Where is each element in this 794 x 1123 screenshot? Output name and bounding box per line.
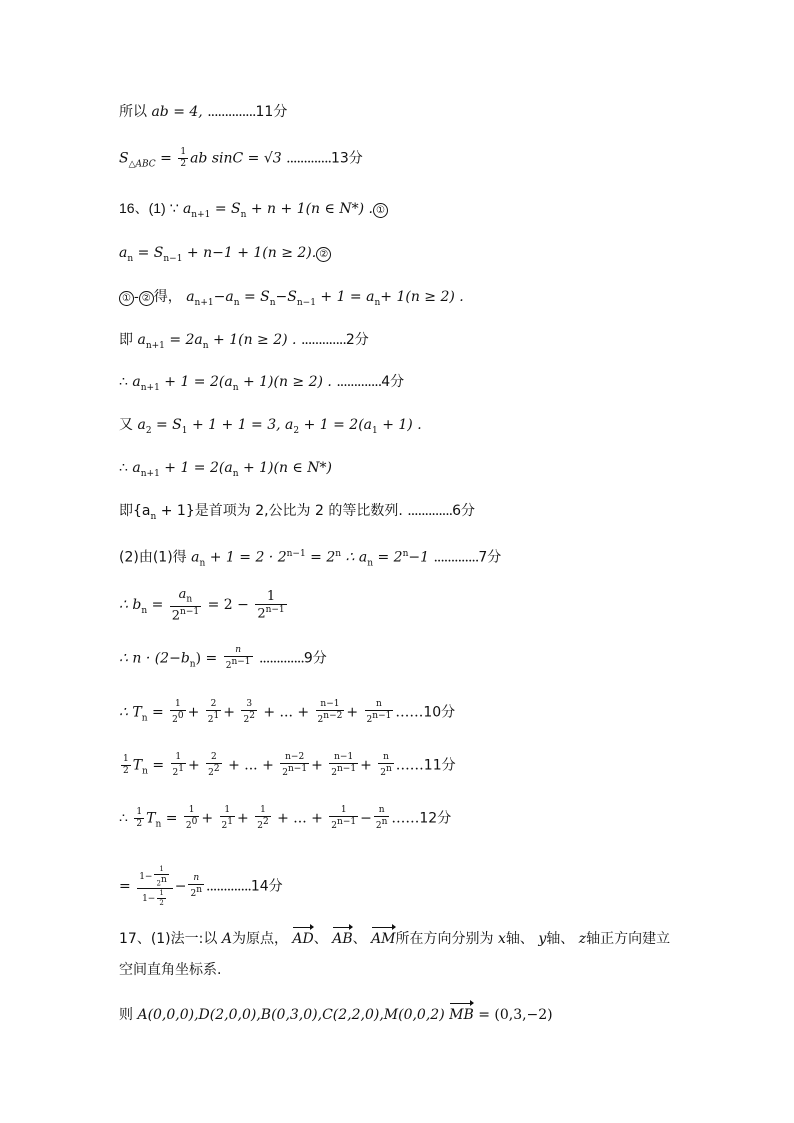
line-points: 则 A(0,0,0),D(2,0,0),B(0,3,0),C(2,2,0),M(0,0,2) MB = (0,3,−2) [119, 1007, 553, 1023]
line-half-Tn: $\frac{1}{2}$ $T_n$ = $\frac{1}{2^1}$ + $\frac{2}{2^2}$ + ... + $\frac{n-2}{2^{n-1}}$ + $\frac{n-1}{2^{n-1}}$ + $\frac{n}{2^n}$ ……11分 [123, 752, 456, 778]
complex-fraction: 1− $\frac{1}{2^n}$ 1− $\frac{1}{2}$ [137, 866, 173, 907]
line-an-recurrence: $a_n = S_{n-1} + n-1 + 1(n \ge 2)$. ② [119, 243, 331, 269]
line-bn: ∴ $b_n$ = $\frac{a_n}{2^{n-1}}$ = 2 − $\frac{1}{2^{n-1}}$ [119, 587, 285, 623]
line-9-points: ∴ $n \cdot (2-b_n)$ = $\frac{n}{2^{n-1}}$ .............9分 [119, 645, 327, 671]
circled-one: ① [373, 203, 388, 218]
vector-MB: MB [449, 1007, 474, 1023]
line-part2-an: (2)由(1)得 $a_n + 1 = 2 \cdot 2^{n-1} = 2^n$ ∴ $a_n = 2^n-1$ .............7分 [119, 549, 502, 569]
line-4-points: ∴ $a_{n+1} + 1 = 2(a_n + 1)(n \ge 2)$ . .............4分 [119, 374, 405, 393]
line-coordinate-system: 空间直角坐标系. [119, 962, 222, 978]
line-ab-equals-4: 所以 ab = 4, ..............11分 [119, 104, 288, 120]
vector-AD: AD [292, 931, 314, 947]
line-all-n: ∴ $a_{n+1} + 1 = 2(a_n + 1)(n$ ∈ N*) [119, 460, 332, 479]
vector-AM: AM [371, 931, 396, 947]
fraction-1-over-2pow: $\frac{1}{2^{n-1}}$ [257, 588, 285, 622]
line-half-Tn-diff: ∴ $\frac{1}{2}$ $T_n$ = $\frac{1}{2^0}$ + $\frac{1}{2^1}$ + $\frac{1}{2^2}$ + ... + $\frac{1}{2^{n-1}}$ − $\frac{n}{2^n}$ ……12分 [119, 805, 452, 831]
fraction-an-over-2pow: $\frac{a_n}{2^{n-1}}$ [171, 587, 200, 623]
line-subtract: ① - ② 得， $a_{n+1}-a_n = S_n-S_{n-1} + 1 = a_n+ 1(n \ge 2)$ . [119, 287, 464, 313]
line-14-points: = 1− $\frac{1}{2^n}$ 1− $\frac{1}{2}$ − $\frac{n}{2^n}$ .............14分 [119, 865, 283, 908]
line-17-setup: 17、(1)法一:以 A为原点， AD、 AB、 AM所在方向分别为 x轴、 y轴、 z轴正方向建立 [119, 931, 671, 947]
line-Tn-sum: ∴ $T_n$ = $\frac{1}{2^0}$ + $\frac{2}{2^1}$ + $\frac{3}{2^2}$ + ... + $\frac{n-1}{2^{n-2}}$ + $\frac{n}{2^{n-1}}$ ……10分 [119, 699, 456, 725]
fraction-one-half: $\frac{1}{2}$ [180, 147, 187, 169]
line-geometric-sequence: 即$\{a_n + 1\}$是首项为 2,公比为 2 的等比数列. .............6分 [119, 503, 476, 522]
line-16-part1: 16、(1) ∵ $a_{n+1} = S_n + n + 1(n$ ∈ N*) . ① [119, 198, 388, 225]
circled-two: ② [316, 247, 331, 262]
line-2-points: 即 $a_{n+1} = 2a_n + 1(n \ge 2)$ . .............2分 [119, 332, 369, 351]
vector-AB: AB [332, 931, 353, 947]
line-triangle-area: $S_{\triangle ABC}$ = $\frac{1}{2}$ ab sinC = √3 .............13分 [119, 147, 363, 170]
line-a2: 又 $a_2 = S_1 + 1 + 1 = 3$, $a_2 + 1 = 2(a_1 + 1)$ . [119, 417, 422, 436]
